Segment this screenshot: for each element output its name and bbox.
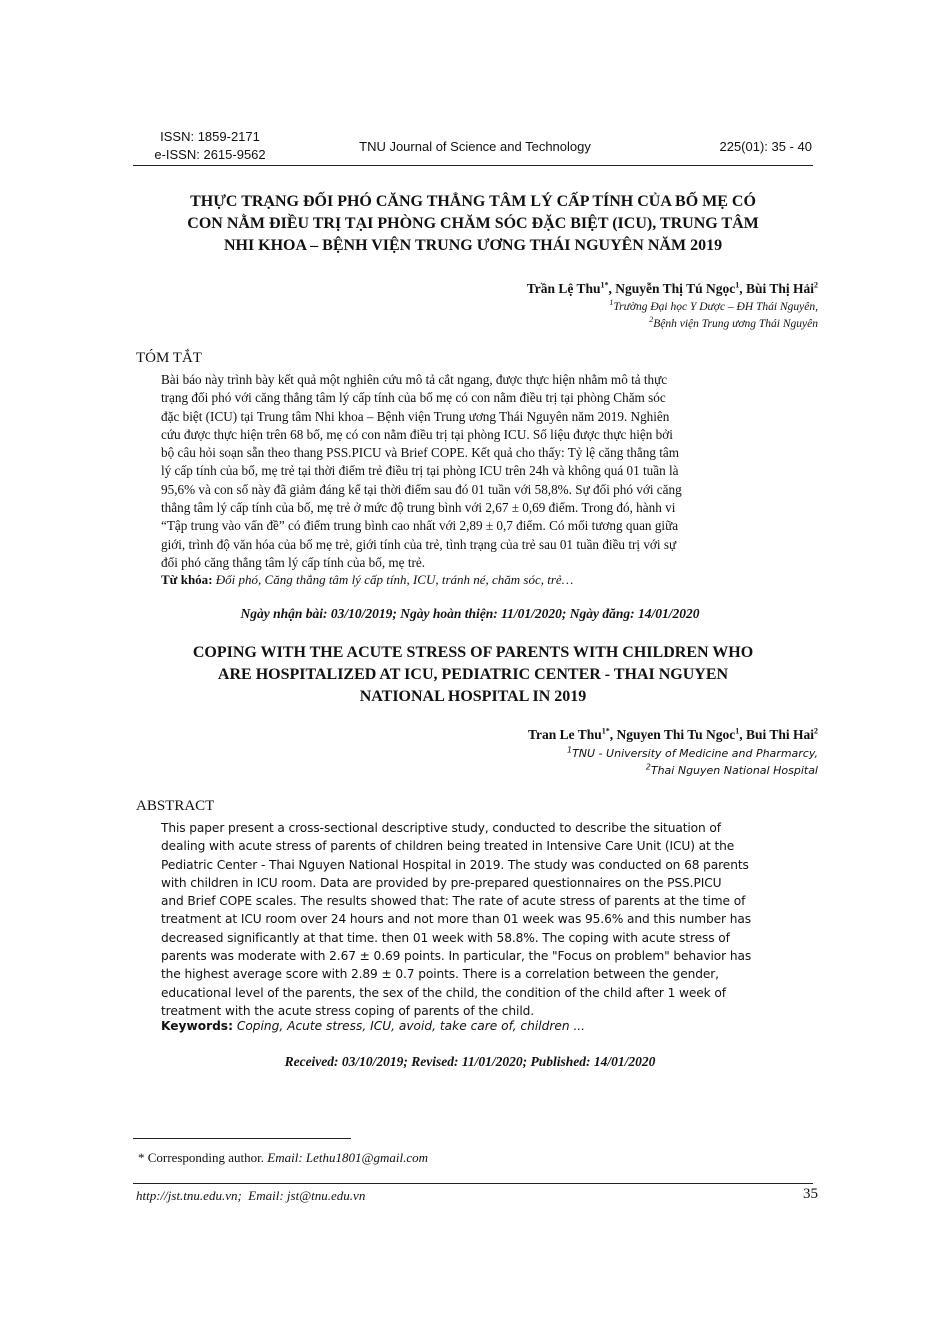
en-keywords-list: Coping, Acute stress, ICU, avoid, take care of, children ...: [236, 1019, 586, 1033]
en-abstract-line: the highest average score with 2.89 ± 0.7 points. There is a correlation between the gender,: [161, 967, 719, 982]
vn-abstract-line: “Tập trung vào vấn đề” có điểm trung bình cao nhất với 2,89 ± 0,7 điểm. Có mối tương quan giữa: [161, 518, 679, 534]
en-affil-1: $^1$TNU - University of Medicine and Pharmarcy,: [566, 745, 818, 760]
en-author-3: Bui Thi Hai: [745, 727, 814, 742]
en-keywords: Keywords: Coping, Acute stress, ICU, avoid, take care of, children ...: [161, 1019, 586, 1033]
vn-abstract-line: giới, trình độ văn hóa của bố mẹ trẻ, giới tính của trẻ, tình trạng của trẻ sau 01 tuần điều trị với sự: [161, 536, 677, 552]
header-rule: [133, 165, 813, 166]
vn-abstract: [161, 371, 818, 572]
vn-authors: Trần Lệ Thu$^{1*}$, Nguyễn Thị Tú Ngọc$^1$, Bùi Thị Hải$^2$: [526, 280, 818, 296]
vn-title-line: THỰC TRẠNG ĐỐI PHÓ CĂNG THẲNG TÂM LÝ CẤP TÍNH CỦA BỐ MẸ CÓ: [190, 193, 756, 210]
en-title: [128, 642, 818, 708]
vn-title-line: NHI KHOA – BỆNH VIỆN TRUNG ƯƠNG THÁI NGUYÊN NĂM 2019: [223, 237, 723, 254]
vn-title-line: CON NẰM ĐIỀU TRỊ TẠI PHÒNG CHĂM SÓC ĐẶC BIỆT (ICU), TRUNG TÂM: [187, 215, 759, 232]
en-abstract: [161, 819, 818, 1020]
vn-affil-1: $^1$Trường Đại học Y Dược – ĐH Thái Nguyên,: [609, 298, 818, 313]
footer-rule: [133, 1183, 813, 1184]
en-abstract-line: treatment with the acute stress coping of parents of the child.: [161, 1003, 535, 1018]
en-abstract-heading: ABSTRACT: [136, 798, 215, 814]
en-authors: Tran Le Thu$^{1*}$, Nguyen Thi Tu Ngoc$^1$, Bui Thi Hai$^2$: [527, 726, 818, 742]
footer-links: http://jst.tnu.edu.vn; Email: jst@tnu.edu.vn: [136, 1188, 366, 1203]
vn-author-2: Nguyễn Thị Tú Ngọc: [615, 281, 736, 296]
vn-abstract-line: Bài báo này trình bày kết quả một nghiên cứu mô tả cắt ngang, được thực hiện nhằm mô tả thực: [161, 372, 668, 387]
volume-pages: 225(01): 35 - 40: [719, 139, 812, 154]
issn-block: [140, 128, 280, 164]
vn-abstract-line: trạng đối phó với căng thẳng tâm lý cấp tính của bố mẹ có con nằm điều trị tại phòng Chăm sóc: [161, 390, 666, 406]
en-abstract-line: educational level of the parents, the sex of the child, the condition of the child after 1 week of: [161, 985, 726, 1000]
en-abstract-line: with children in ICU room. Data are provided by pre-prepared questionnaires on the PSS.PICU: [161, 875, 722, 890]
author-email: Lethu1801@gmail.com: [305, 1150, 428, 1165]
vn-author-3: Bùi Thị Hải: [745, 281, 814, 296]
vn-abstract-line: đặc biệt (ICU) tại Trung tâm Nhi khoa – Bệnh viện Trung ương Thái Nguyên năm 2019. Nghiên: [161, 408, 670, 424]
vn-title: [128, 191, 818, 257]
en-abstract-line: Pediatric Center - Thai Nguyen National Hospital in 2019. The study was conducted on 68 parents: [161, 857, 749, 872]
page-number: 35: [803, 1186, 818, 1202]
vn-keywords: Từ khóa: Đối phó, Căng thẳng tâm lý cấp tính, ICU, tránh né, chăm sóc, trẻ…: [161, 572, 574, 587]
en-affiliations: [300, 745, 818, 779]
vn-abstract-line: thẳng tâm lý cấp tính của bố, mẹ trẻ ở mức độ trung bình với 2,67 ± 0,69 điểm. Trong đó, hành vi: [161, 500, 676, 516]
issn: ISSN: 1859-2171: [160, 129, 260, 144]
vn-affiliations: [300, 299, 818, 333]
vn-abstract-line: 95,6% và con số này đã giảm đáng kể tại thời điểm sau đó 01 tuần với 58,8%. Sự đối phó với căng: [161, 481, 682, 497]
en-title-line: ARE HOSPITALIZED AT ICU, PEDIATRIC CENTER - THAI NGUYEN: [217, 666, 729, 683]
en-abstract-line: and Brief COPE scales. The results showed that: The rate of acute stress of parents at the time of: [161, 894, 746, 909]
eissn: e-ISSN: 2615-9562: [154, 147, 266, 162]
footnote-rule: [133, 1138, 351, 1139]
vn-keywords-list: Đối phó, Căng thẳng tâm lý cấp tính, ICU, tránh né, chăm sóc, trẻ…: [215, 572, 574, 587]
en-abstract-line: parents was moderate with 2.67 ± 0.69 points. In particular, the "Focus on problem" behavior has: [161, 949, 752, 964]
en-title-line: COPING WITH THE ACUTE STRESS OF PARENTS WITH CHILDREN WHO: [192, 644, 754, 661]
en-title-line: NATIONAL HOSPITAL IN 2019: [359, 688, 587, 705]
en-dates: Received: 03/10/2019; Revised: 11/01/2020; Published: 14/01/2020: [284, 1054, 656, 1069]
en-abstract-line: decreased significantly at that time. then 01 week with 58.8%. The coping with acute stress of: [161, 930, 730, 945]
vn-abstract-line: đối phó căng thẳng tâm lý cấp tính của bố, mẹ trẻ.: [161, 554, 426, 570]
vn-abstract-line: cứu được thực hiện trên 68 bố, mẹ có con nằm điều trị tại phòng ICU. Số liệu được thực hiện bởi: [161, 426, 673, 442]
vn-author-1: Trần Lệ Thu: [526, 281, 601, 296]
en-author-1: Tran Le Thu: [527, 727, 602, 742]
en-affil-2: $^2$Thai Nguyen National Hospital: [645, 762, 818, 777]
vn-abstract-heading: TÓM TẮT: [136, 350, 202, 366]
en-abstract-line: This paper present a cross-sectional descriptive study, conducted to describe the situation of: [161, 821, 721, 835]
journal-name: TNU Journal of Science and Technology: [359, 139, 591, 154]
en-abstract-line: treatment at ICU room over 24 hours and not more than 01 week was 95.6% and this number has: [161, 912, 751, 927]
vn-abstract-line: lý cấp tính của bố, mẹ trẻ tại thời điểm trẻ điều trị tại phòng ICU trên 24h và không quá 01 tuần là: [161, 463, 679, 479]
vn-dates: Ngày nhận bài: 03/10/2019; Ngày hoàn thiện: 11/01/2020; Ngày đăng: 14/01/2020: [240, 606, 700, 621]
en-author-2: Nguyen Thi Tu Ngoc: [616, 727, 736, 742]
vn-abstract-line: bộ câu hỏi soạn sẵn theo thang PSS.PICU và Brief COPE. Kết quả cho thấy: Tỷ lệ căng thẳng tâm: [161, 445, 680, 461]
corresponding-author-note: * Corresponding author. Email: Lethu1801@gmail.com: [138, 1150, 428, 1165]
en-abstract-line: dealing with acute stress of parents of children being treated in Intensive Care Unit (ICU) at the: [161, 839, 735, 854]
vn-affil-2: $^2$Bệnh viện Trung ương Thái Nguyên: [649, 315, 818, 330]
